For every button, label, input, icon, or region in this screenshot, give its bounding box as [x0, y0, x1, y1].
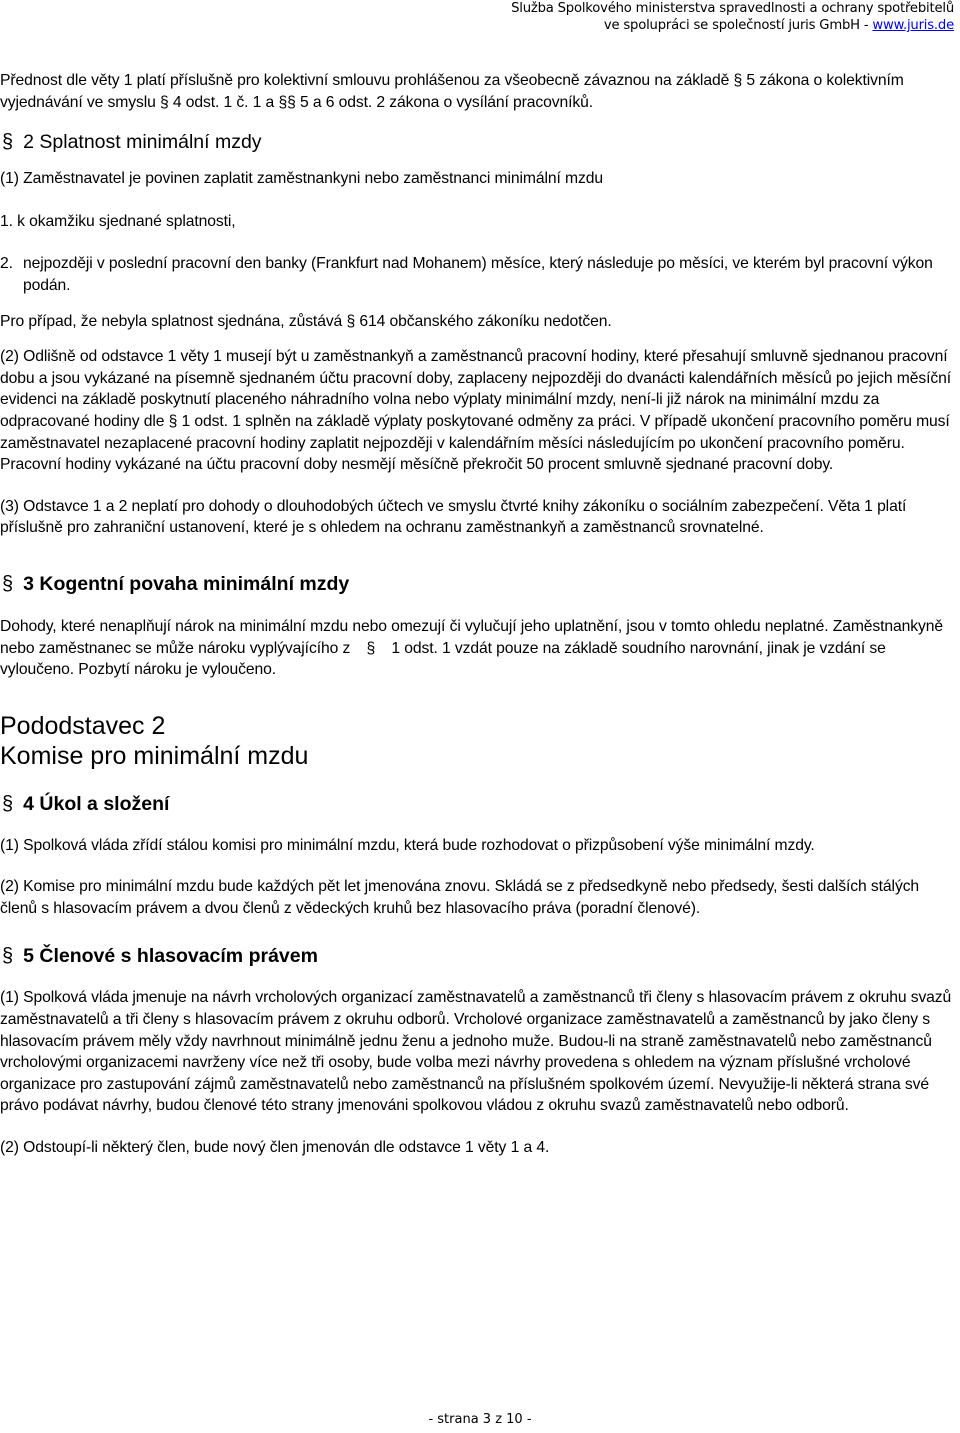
paragraph-sign: §: [733, 72, 743, 89]
subsection-title-1: Pododstavec 2: [0, 711, 166, 740]
section-sign: §: [2, 131, 14, 154]
section-3-heading: [0, 571, 958, 597]
paragraph-sign: §: [287, 93, 296, 111]
document-content: [0, 70, 958, 1159]
section-2-item-1: 1. k okamžiku sjednané splatnosti,: [0, 212, 236, 230]
paragraph-sign: §: [278, 93, 288, 111]
case-text-a: Pro případ, že nebyla splatnost sjednána, zůstává: [0, 312, 343, 330]
section-sign: §: [2, 945, 14, 968]
case-text-b: 614 občanského zákoníku nedotčen.: [359, 312, 612, 330]
paragraph-sign: §: [168, 412, 178, 430]
section-4-paragraph-1: (1) Spolková vláda zřídí stálou komisi pro minimální mzdu, která bude rozhodovat o přizpůsobení výše minimální mzdy.: [0, 836, 815, 854]
intro-text-a: Přednost dle věty 1 platí příslušně pro kolektivní smlouvu prohlášenou za všeobecně závaznou na základě: [0, 72, 730, 89]
section-3-paragraph: [0, 616, 958, 681]
section-2-item-2-text: nejpozději v poslední pracovní den banky (Frankfurt nad Mohanem) měsíce, který následuje po měsíci, ve kterém byl pracovní výkon podán.: [23, 255, 933, 294]
section-2-paragraph-2: [0, 346, 958, 476]
section-5-paragraph-1: (1) Spolková vláda jmenuje na návrh vrcholových organizací zaměstnavatelů a zaměstnanců tři členy s hlasovacím právem z okruhu svazů zaměstnavatelů a tři členy s hlasovacím právem z okruhu odborů. Vrcholové organizace zaměstnavatelů a zaměstnanců by jako členy s hlasovacím právem měly vždy navrhnout minimálně jednu ženu a jednoho muže. Budou-li na straně zaměstnavatelů nebo zaměstnanců vrcholovými organizacemi navrženy více než tři osoby, bude volba mezi návrhy provedena s ohledem na význam příslušné vrcholové organizace pro zastupování zájmů zaměstnavatelů nebo zaměstnanců na příslušném spolkovém území. Nevyužije-li některá strana své právo podávat návrhy, budou členové této strany jmenováni spolkovou vládou z okruhu svazů zaměstnavatelů nebo odborů.: [0, 989, 952, 1115]
paragraph-sign: §: [159, 93, 169, 111]
p2-text-b: 1 odst. 1 splněn na základě výplaty poskytované odměny za práci. V případě ukončení pracovního poměru musí zaměstnavatel nezaplacené pracovní hodiny zaplatit nejpozději v kalendářním měsíci následujícím po ukončení pracovního poměru. Pracovní hodiny vykázané na účtu pracovní doby nesmějí měsíčně překročit 50 procent smluvně sjednané pracovní doby.: [0, 412, 950, 474]
section-5-title: 5 Členové s hlasovacím právem: [23, 945, 318, 968]
intro-text-c: 4 odst. 1 č. 1 a: [172, 93, 275, 111]
subsection-title-2: Komise pro minimální mzdu: [0, 741, 309, 770]
section-2-paragraph-1: (1) Zaměstnavatel je povinen zaplatit zaměstnankyni nebo zaměstnanci minimální mzdu: [0, 170, 603, 188]
section-2-heading: [0, 129, 958, 155]
section-2-title: 2 Splatnost minimální mzdy: [23, 131, 262, 154]
section-sign: §: [2, 792, 14, 815]
p2-text-a: (2) Odlišně od odstavce 1 věty 1 musejí být u zaměstnankyň a zaměstnanců pracovní hodiny, které přesahují smluvně sjednanou pracovní dobu a jsou vykázané na písemně sjednaném účtu pracovní doby, zaplaceny nejpozději do dvanácti kalendářních měsíců po jejich měsíční evidenci na základě poskytnutí placeného náhradního volna nebo výplaty minimální mzdy, není-li již nárok na minimální mzdu za odpracované hodiny dle: [0, 348, 951, 430]
section-4-title: 4 Úkol a složení: [23, 792, 170, 815]
section-5-heading: [0, 943, 958, 969]
paragraph-sign: §: [366, 639, 376, 657]
paragraph-sign: §: [346, 312, 356, 330]
s3-text-a: Dohody, které nenaplňují nárok na minimální mzdu nebo omezují či vylučují jeho uplatnění, jsou v tomto ohledu neplatné. Zaměstnankyně nebo zaměstnanec se může nároku vyplývajícího z: [0, 617, 944, 657]
section-2-item-2: [0, 253, 958, 296]
section-3-title: 3 Kogentní povaha minimální mzdy: [23, 572, 350, 595]
intro-text-b: 5 zákona o kolektivním vyjednávání ve smyslu: [0, 72, 904, 111]
section-sign: §: [2, 572, 14, 595]
section-4-heading: [0, 791, 958, 817]
page-number: - strana 3 z 10 -: [428, 1412, 532, 1427]
header-line-2: [511, 17, 954, 34]
intro-text-d: 5 a 6 odst. 2 zákona o vysílání pracovníků.: [299, 93, 594, 111]
header-line-2-prefix: ve spolupráci se společností juris GmbH -: [603, 18, 873, 33]
section-4-paragraph-2: (2) Komise pro minimální mzdu bude každých pět let jmenována znovu. Skládá se z předsedkyně nebo předsedy, šesti dalších stálých členů s hlasovacím právem a dvou členů z vědeckých kruhů bez hlasovacího práva (poradní členové).: [0, 878, 920, 917]
section-2-item-2-number: 2.: [0, 255, 13, 273]
section-5-paragraph-2: (2) Odstoupí-li některý člen, bude nový člen jmenován dle odstavce 1 věty 1 a 4.: [0, 1139, 550, 1157]
s3-text-b: 1 odst. 1 vzdát pouze na základě soudního narovnání, jinak je vzdání se vyloučeno. Pozbytí nároku je vyloučeno.: [0, 639, 886, 679]
header-line-1: Služba Spolkového ministerstva spravedlnosti a ochrany spotřebitelů: [511, 1, 954, 16]
section-2-case-paragraph: [0, 311, 958, 333]
page-header: [511, 0, 954, 34]
juris-link[interactable]: www.juris.de: [872, 18, 954, 33]
section-2-paragraph-3: (3) Odstavce 1 a 2 neplatí pro dohody o dlouhodobých účtech ve smyslu čtvrté knihy zákoníku o sociálním zabezpečení. Věta 1 platí příslušně pro zahraniční ustanovení, které je s ohledem na ochranu zaměstnankyň a zaměstnanců srovnatelné.: [0, 497, 907, 537]
intro-paragraph: [0, 70, 958, 113]
